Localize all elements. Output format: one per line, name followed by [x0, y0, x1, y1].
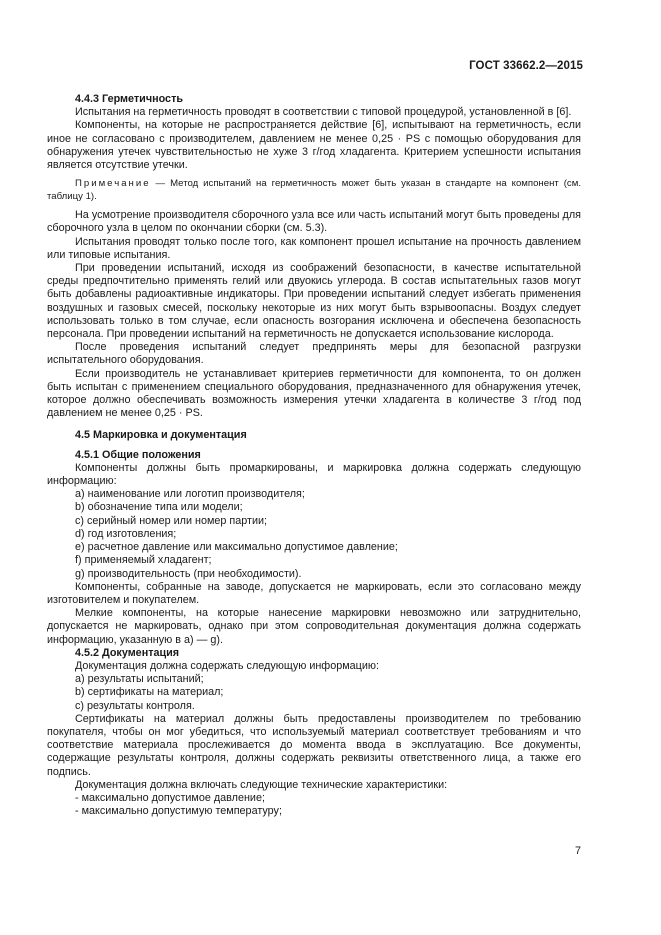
paragraph: Мелкие компоненты, на которые нанесение маркировки невозможно или затруднительно, допускается не маркировать, однако при этом сопроводительная документация должна содержать информацию, указанную в a) — g). [47, 607, 581, 646]
list-item: b) сертификаты на материал; [75, 686, 224, 699]
paragraph: На усмотрение производителя сборочного узла все или часть испытаний могут быть проведены для сборочного узла в целом по окончании сборки (см. 5.3). [47, 209, 581, 235]
paragraph: Компоненты, собранные на заводе, допускается не маркировать, если это согласовано между изготовителем и покупателем. [47, 580, 581, 606]
list-item: a) результаты испытаний; [75, 673, 204, 686]
paragraph: При проведении испытаний, исходя из соображений безопасности, в качестве испытательной среды предпочтительно применять гелий или двуокись углерода. В состав испытательных газов могут быть добавлены радиоактивные индикаторы. При проведении испытаний следует избегать применения воздушных и газовых смесей, поскольку некоторые из них могут быть взрывоопасны. Воздух следует использовать только в том случае, если опасность возгорания исключена и обеспечена безопасность персонала. При проведении испытаний на герметичность не допускается использование кислорода. [47, 262, 581, 341]
page-number: 7 [574, 845, 581, 857]
section-title-4-4-3: 4.4.3 Герметичность [75, 93, 183, 105]
list-item: b) обозначение типа или модели; [75, 501, 243, 514]
list-item: f) применяемый хладагент; [75, 554, 212, 567]
note-label: Примечание [75, 178, 151, 190]
section-title-4-5: 4.5 Маркировка и документация [75, 429, 247, 442]
list-item: a) наименование или логотип производителя; [75, 488, 305, 501]
paragraph: Документация должна включать следующие технические характеристики: [75, 778, 448, 791]
list-item: g) производительность (при необходимости). [75, 567, 302, 580]
list-item: e) расчетное давление или максимально допустимое давление; [75, 541, 398, 554]
paragraph: Сертификаты на материал должны быть предоставлены производителем по требованию покупателя, чтобы он мог убедиться, что используемый материал соответствует требованиям и что соответствие материала прослеживается до момента ввода в эксплуатацию. Все документы, содержащие результаты контроля, должны содержать реквизиты ответственного лица, а также его подпись. [47, 712, 581, 778]
dash-list-item: - максимально допустимое давление; [75, 791, 265, 804]
document-id-header: ГОСТ 33662.2—2015 [469, 60, 583, 72]
paragraph: Испытания на герметичность проводят в соответствии с типовой процедурой, установленной в [6]. [75, 106, 572, 119]
list-item: d) год изготовления; [75, 527, 177, 540]
section-title-4-5-2: 4.5.2 Документация [75, 646, 180, 659]
paragraph: Документация должна содержать следующую информацию: [75, 659, 379, 672]
document-body [47, 93, 581, 818]
note-paragraph [47, 178, 581, 203]
paragraph: Компоненты, на которые не распространяется действие [6], испытывают на герметичность, если иное не согласовано с производителем, давлением не менее 0,25 · PS с помощью оборудования для обнаружения утечек чувствительностью не хуже 3 г/год хладагента. Критерием успешности испытания является отсутствие утечки. [47, 119, 581, 172]
list-item: c) результаты контроля. [75, 699, 195, 712]
section-title-4-5-1: 4.5.1 Общие положения [75, 448, 201, 461]
list-item: c) серийный номер или номер партии; [75, 514, 268, 527]
dash-list-item: - максимально допустимую температуру; [75, 805, 282, 818]
paragraph: Испытания проводят только после того, как компонент прошел испытание на прочность давлением или типовые испытания. [47, 235, 581, 261]
paragraph: Если производитель не устанавливает критериев герметичности для компонента, то он должен быть испытан с применением специального оборудования, предназначенного для обнаружения утечек, которое должно обеспечивать возможность измерения утечки хладагента в количестве 3 г/год под давлением не менее 0,25 · PS. [47, 367, 581, 420]
paragraph: После проведения испытаний следует предпринять меры для безопасной разгрузки испытательного оборудования. [47, 341, 581, 367]
paragraph: Компоненты должны быть промаркированы, и маркировка должна содержать следующую информацию: [47, 461, 581, 488]
note-text: — Метод испытаний на герметичность может быть указан в стандарте на компонент (см. таблицу 1). [47, 178, 581, 202]
